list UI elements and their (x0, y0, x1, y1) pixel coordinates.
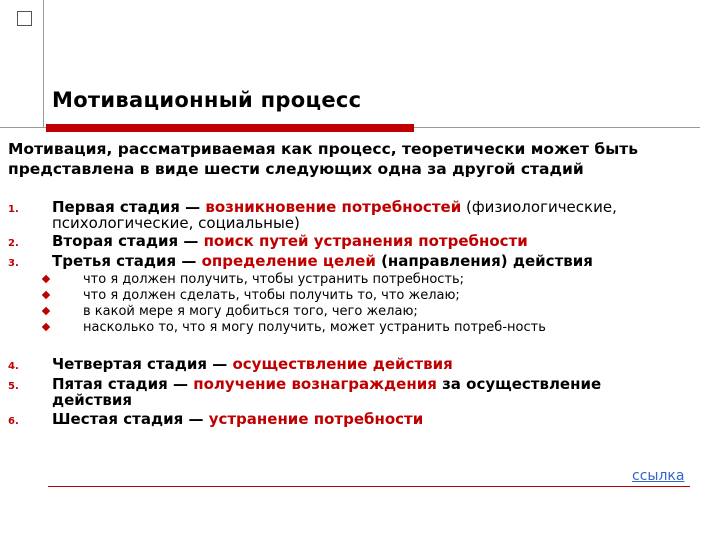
stage-text (52, 253, 672, 269)
stage-rest: (физиологические, психологические, социальные) (52, 198, 617, 232)
stage-text (52, 411, 672, 427)
stage-highlight: устранение потребности (208, 410, 424, 428)
stage-rest: (направления) действия (375, 252, 593, 270)
sub-item-text: что я должен получить, чтобы устранить потребность; (83, 272, 465, 287)
stage-text (52, 376, 652, 408)
stage-text (52, 199, 662, 231)
sub-item-text: что я должен сделать, чтобы получить то, что желаю; (83, 288, 460, 303)
stage-number: 5. (8, 381, 19, 392)
stage-number: 2. (8, 238, 19, 249)
stage-prefix: Первая стадия — (52, 198, 206, 216)
stage-highlight: получение вознаграждения (193, 375, 437, 393)
stage-prefix: Вторая стадия — (52, 232, 204, 250)
stage-number: 4. (8, 361, 19, 372)
stage-highlight: возникновение потребностей (205, 198, 462, 216)
reference-link[interactable]: ссылка (632, 468, 685, 484)
page-title: Мотивационный процесс (52, 88, 362, 112)
sub-item-text: насколько то, что я могу получить, может устранить потреб-ность (83, 320, 546, 335)
intro-paragraph: Мотивация, рассматриваемая как процесс, теоретически может быть представлена в виде шести следующих одна за другой стадий (8, 140, 639, 178)
stage-rest: за осуществление действия (52, 375, 602, 409)
bullet-diamond-icon (42, 291, 50, 299)
stage-highlight: определение целей (201, 252, 376, 270)
bullet-diamond-icon (42, 275, 50, 283)
stage-prefix: Четвертая стадия — (52, 355, 233, 373)
stage-prefix: Пятая стадия — (52, 375, 194, 393)
stage-number: 1. (8, 204, 19, 215)
stage-highlight: поиск путей устранения потребности (203, 232, 528, 250)
stage-number: 6. (8, 416, 19, 427)
sub-item-text: в какой мере я могу добиться того, чего желаю; (83, 304, 418, 319)
stage-text (52, 356, 672, 372)
stage-highlight: осуществление действия (232, 355, 453, 373)
footer-divider (48, 486, 690, 487)
stage-text (52, 233, 672, 249)
bullet-diamond-icon (42, 307, 50, 315)
stage-number: 3. (8, 258, 19, 269)
stage-prefix: Шестая стадия — (52, 410, 209, 428)
stage-prefix: Третья стадия — (52, 252, 202, 270)
bullet-diamond-icon (42, 323, 50, 331)
